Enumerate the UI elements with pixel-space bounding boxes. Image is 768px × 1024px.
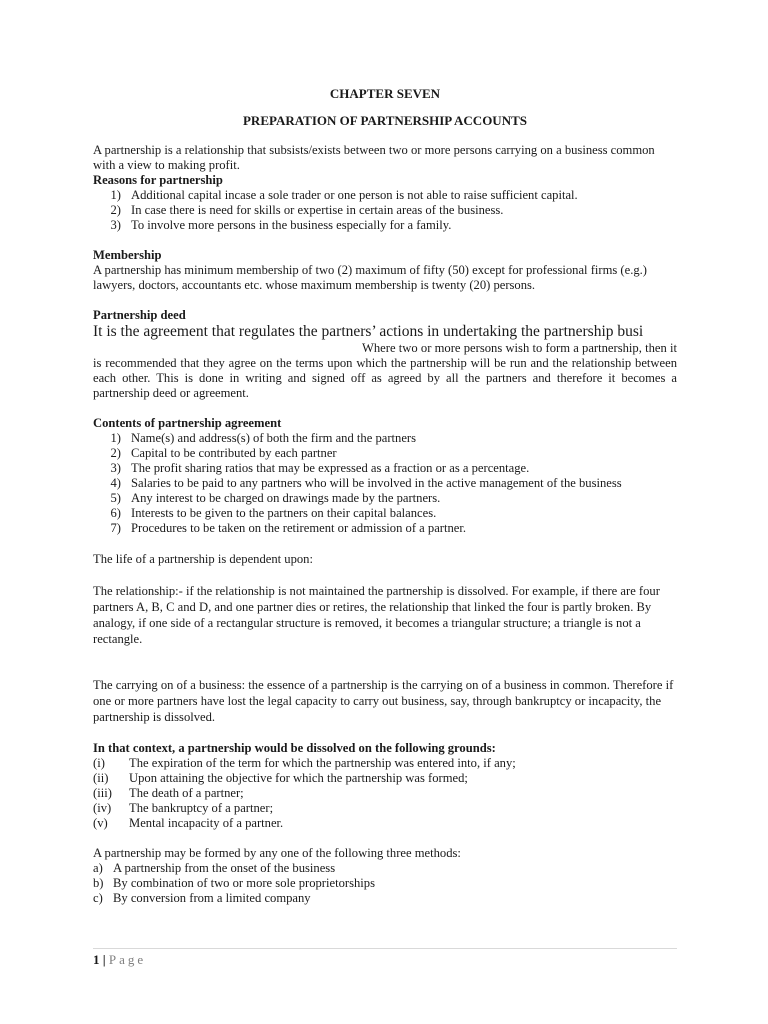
list-item: a) A partnership from the onset of the business xyxy=(93,861,336,875)
life-paragraph: The life of a partnership is dependent upon: xyxy=(93,552,313,566)
intro-paragraph: A partnership is a relationship that subsists/exists between two or more persons carrying on a business common with a view to making profit. xyxy=(93,143,655,172)
footer-separator: | xyxy=(102,952,106,967)
reasons-heading: Reasons for partnership xyxy=(93,173,223,187)
list-item: (v) Mental incapacity of a partner. xyxy=(93,816,284,830)
list-item: 2) In case there is need for skills or expertise in certain areas of the business. xyxy=(110,203,504,217)
methods-list xyxy=(93,861,677,906)
list-item: (ii) Upon attaining the objective for which the partnership was formed; xyxy=(93,771,468,785)
list-item: b) By combination of two or more sole proprietorships xyxy=(93,876,375,890)
deed-large-sentence: It is the agreement that regulates the partners’ actions in undertaking the partnership busi xyxy=(93,323,644,340)
membership-paragraph: A partnership has minimum membership of two (2) maximum of fifty (50) except for professional firms (e.g.) lawyers, doctors, accountants etc. whose maximum membership is twenty (20) persons. xyxy=(93,263,647,292)
list-item: 5) Any interest to be charged on drawings made by the partners. xyxy=(110,491,441,505)
list-item: (iii) The death of a partner; xyxy=(93,786,244,800)
relationship-paragraph: The relationship:- if the relationship is not maintained the partnership is dissolved. For example, if there are four partners A, B, C and D, and one partner dies or retires, the relationship that linked the four is partly broken. By analogy, if one side of a rectangular structure is removed, it becomes a triangular structure; a triangle is not a rectangle. xyxy=(93,584,660,646)
contents-list xyxy=(93,431,677,536)
deed-heading: Partnership deed xyxy=(93,308,186,322)
page-footer xyxy=(93,948,677,967)
methods-intro: A partnership may be formed by any one of the following three methods: xyxy=(93,846,461,860)
page-number: 1 xyxy=(93,952,100,967)
list-item: 1) Name(s) and address(s) of both the firm and the partners xyxy=(110,431,417,445)
list-item: c) By conversion from a limited company xyxy=(93,891,311,905)
list-item: 6) Interests to be given to the partners on their capital balances. xyxy=(110,506,437,520)
list-item: 1) Additional capital incase a sole trader or one person is not able to raise sufficient capital. xyxy=(110,188,578,202)
deed-paragraph: Where two or more persons wish to form a partnership, then it is recommended that they agree on the terms upon which the partnership will be run and the relationship between each other. This is done in writing and signed off as agreed by all the partners and therefore it becomes a partnership deed or agreement. xyxy=(93,341,677,400)
list-item: 7) Procedures to be taken on the retirement or admission of a partner. xyxy=(110,521,467,535)
list-item: 4) Salaries to be paid to any partners who will be involved in the active management of the business xyxy=(110,476,622,490)
carrying-paragraph: The carrying on of a business: the essence of a partnership is the carrying on of a business in common. Therefore if one or more partners have lost the legal capacity to carry out business, say, through bankruptcy or incapacity, the partnership is dissolved. xyxy=(93,678,674,724)
list-item: (i) The expiration of the term for which the partnership was entered into, if any; xyxy=(93,756,516,770)
chapter-heading: CHAPTER SEVEN xyxy=(329,86,441,101)
reasons-list xyxy=(93,188,677,233)
document-page xyxy=(93,86,677,906)
membership-heading: Membership xyxy=(93,248,162,262)
chapter-title: PREPARATION OF PARTNERSHIP ACCOUNTS xyxy=(242,113,527,128)
list-item: 2) Capital to be contributed by each partner xyxy=(110,446,337,460)
contents-heading: Contents of partnership agreement xyxy=(93,416,282,430)
page-label: Page xyxy=(108,952,147,967)
dissolved-heading: In that context, a partnership would be dissolved on the following grounds: xyxy=(93,741,496,755)
list-item: 3) To involve more persons in the business especially for a family. xyxy=(110,218,452,232)
dissolved-list xyxy=(93,756,677,831)
list-item: (iv) The bankruptcy of a partner; xyxy=(93,801,274,815)
list-item: 3) The profit sharing ratios that may be expressed as a fraction or as a percentage. xyxy=(110,461,530,475)
